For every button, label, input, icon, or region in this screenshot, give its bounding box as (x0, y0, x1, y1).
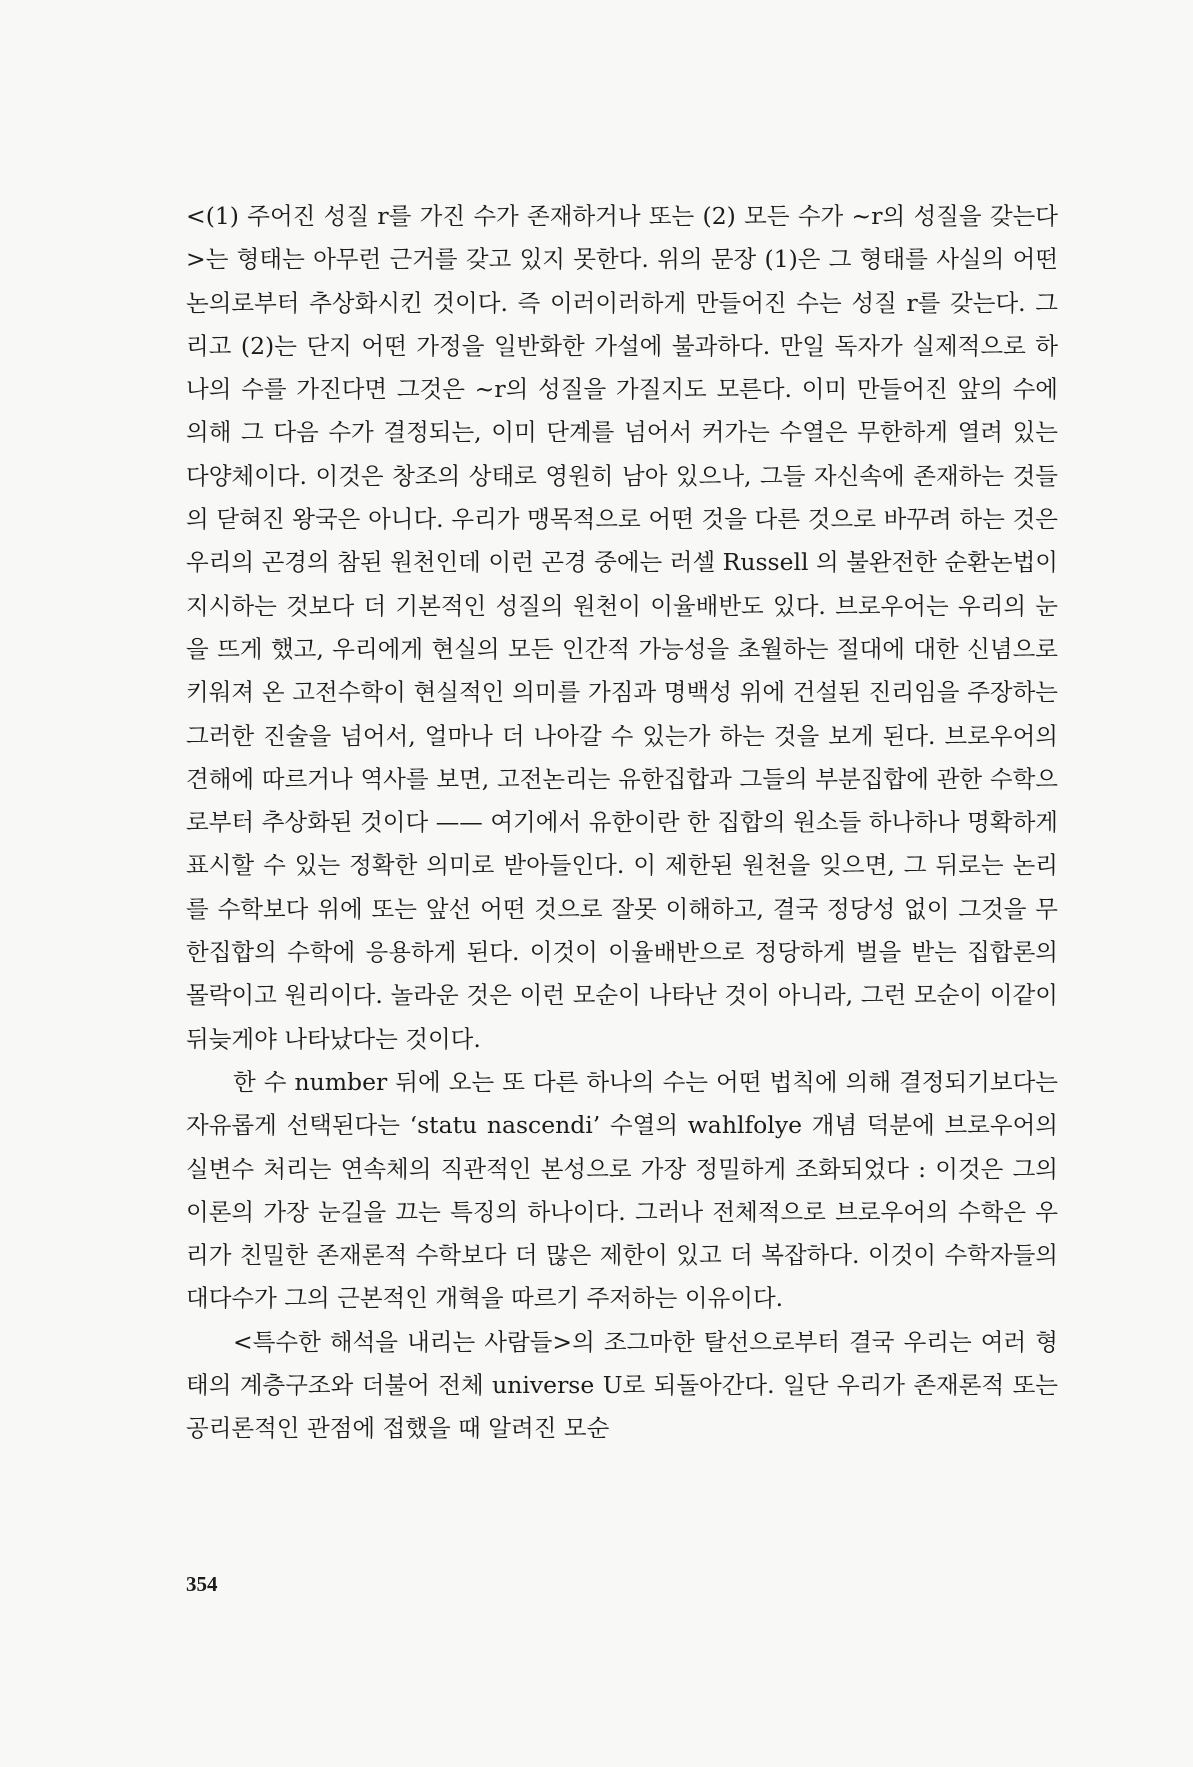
paragraph-1: <(1) 주어진 성질 r를 가진 수가 존재하거나 또는 (2) 모든 수가 ~r의 성질을 갖는다>는 형태는 아무런 근거를 갖고 있지 못한다. 위의 문장 (1)은 그 형태를 사실의 어떤 논의로부터 추상화시킨 것이다. 즉 이러이러하게 만들어진 수는 성질 r를 갖는다. 그리고 (2)는 단지 어떤 가정을 일반화한 가설에 불과하다. 만일 독자가 실제적으로 하나의 수를 가진다면 그것은 ~r의 성질을 가질지도 모른다. 이미 만들어진 앞의 수에 의해 그 다음 수가 결정되는, 이미 단계를 넘어서 커가는 수열은 무한하게 열려 있는 다양체이다. 이것은 창조의 상태로 영원히 남아 있으나, 그들 자신속에 존재하는 것들의 닫혀진 왕국은 아니다. 우리가 맹목적으로 어떤 것을 다른 것으로 바꾸려 하는 것은 우리의 곤경의 참된 원천인데 이런 곤경 중에는 러셀 Russell 의 불완전한 순환논법이 지시하는 것보다 더 기본적인 성질의 원천이 이율배반도 있다. 브로우어는 우리의 눈을 뜨게 했고, 우리에게 현실의 모든 인간적 가능성을 초월하는 절대에 대한 신념으로 키워져 온 고전수학이 현실적인 의미를 가짐과 명백성 위에 건설된 진리임을 주장하는 그러한 진술을 넘어서, 얼마나 더 나아갈 수 있는가 하는 것을 보게 된다. 브로우어의 견해에 따르거나 역사를 보면, 고전논리는 유한집합과 그들의 부분집합에 관한 수학으로부터 추상화된 것이다 —— 여기에서 유한이란 한 집합의 원소들 하나하나 명확하게 표시할 수 있는 정확한 의미로 받아들인다. 이 제한된 원천을 잊으면, 그 뒤로는 논리를 수학보다 위에 또는 앞선 어떤 것으로 잘못 이해하고, 결국 정당성 없이 그것을 무한집합의 수학에 응용하게 된다. 이것이 이율배반으로 정당하게 벌을 받는 집합론의 몰락이고 원리이다. 놀라운 것은 이런 모순이 나타난 것이 아니라, 그런 모순이 이같이 뒤늦게야 나타났다는 것이다. (186, 202, 1058, 1053)
paragraph-2: 한 수 number 뒤에 오는 또 다른 하나의 수는 어떤 법칙에 의해 결정되기보다는 자유롭게 선택된다는 ‘statu nascendi’ 수열의 wahlfolye 개념 덕분에 브로우어의 실변수 처리는 연속체의 직관적인 본성으로 가장 정밀하게 조화되었다 : 이것은 그의 이론의 가장 눈길을 끄는 특징의 하나이다. 그러나 전체적으로 브로우어의 수학은 우리가 친밀한 존재론적 수학보다 더 많은 제한이 있고 더 복잡하다. 이것이 수학자들의 대다수가 그의 근본적인 개혁을 따르기 주저하는 이유이다. (186, 1067, 1058, 1313)
page-number: 354 (186, 1572, 218, 1596)
paragraph-3: <특수한 해석을 내리는 사람들>의 조그마한 탈선으로부터 결국 우리는 여러 형태의 계층구조와 더불어 전체 universe U로 되돌아간다. 일단 우리가 존재론적 또는 공리론적인 관점에 접했을 때 알려진 모순 (186, 1327, 1058, 1443)
body-text (186, 195, 1058, 1451)
